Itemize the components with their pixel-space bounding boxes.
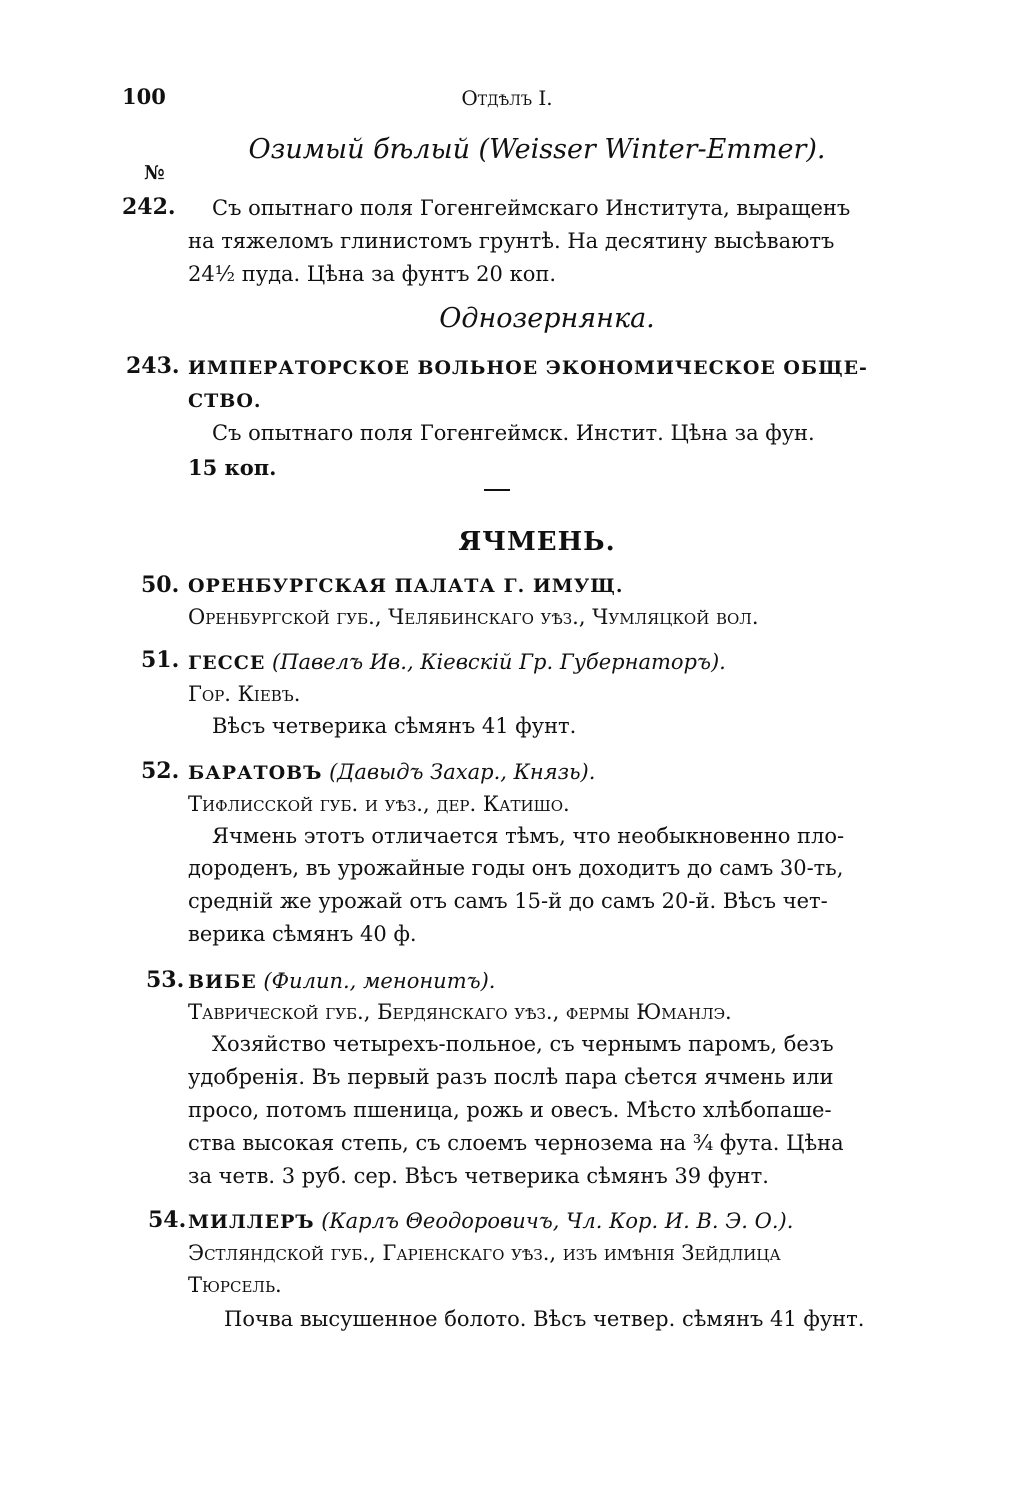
page-number: 100 (122, 84, 166, 109)
running-head: Отдѣлъ I. (461, 86, 553, 110)
entry-text-line: удобренія. Въ первый разъ послѣ пара сѣется ячмень или (188, 1065, 834, 1089)
entry-text-line: средній же урожай отъ самъ 15-й до самъ 20-й. Вѣсъ чет- (188, 889, 828, 913)
entry-number: 50. (141, 572, 180, 598)
entry-text-line: Ячмень этотъ отличается тѣмъ, что необыкновенно пло- (212, 824, 845, 848)
exhibitor-name: ИМПЕРАТОРСКОЕ ВОЛЬНОЕ ЭКОНОМИЧЕСКОЕ ОБЩЕ- (188, 357, 868, 379)
numero-sign: № (144, 162, 165, 184)
entry-text-line: за четв. 3 руб. сер. Вѣсъ четверика сѣмянъ 39 фунт. (188, 1164, 769, 1188)
entry-number: 53. (146, 967, 185, 993)
entry-heading-line (188, 650, 726, 674)
entry-text-line: 15 коп. (188, 455, 277, 480)
exhibitor-name: ГЕССЕ (188, 652, 266, 674)
entry-heading-line (188, 1209, 793, 1233)
section-title: ЯЧМЕНЬ. (458, 527, 616, 557)
entry-text-line: Хозяйство четырехъ-польное, съ чернымъ паромъ, безъ (212, 1032, 834, 1056)
entry-text-line: Тифлисской губ. и уѣз., дер. Катишо. (188, 792, 570, 816)
entry-text-line: Съ опытнаго поля Гогенгеймск. Инстит. Цѣна за фун. (212, 421, 815, 445)
entry-text-line: Гор. Кіевъ. (188, 682, 301, 706)
exhibitor-note: (Павелъ Ив., Кіевскій Гр. Губернаторъ). (272, 650, 726, 674)
entry-text-line: Таврической губ., Бердянскаго уѣз., фермы Юманлэ. (188, 1000, 732, 1024)
exhibitor-note: (Филип., менонитъ). (263, 969, 496, 993)
entry-heading-line (188, 969, 495, 993)
entry-text-line: дороденъ, въ урожайные годы онъ доходитъ до самъ 30-ть, (188, 856, 844, 880)
entry-text-line: Тюрсель. (188, 1273, 282, 1297)
entry-text-line: на тяжеломъ глинистомъ грунтѣ. На десятину высѣваютъ (188, 229, 835, 253)
entry-text-line: верика сѣмянъ 40 ф. (188, 922, 417, 946)
exhibitor-name: ОРЕНБУРГСКАЯ ПАЛАТА Г. ИМУЩ. (188, 575, 624, 597)
exhibitor-name: МИЛЛЕРЪ (188, 1211, 315, 1233)
exhibitor-name: БАРАТОВЪ (188, 762, 323, 784)
entry-number: 242. (122, 194, 176, 220)
variety-heading-winter-emmer: Озимый бѣлый (Weisser Winter-Emmer). (248, 134, 826, 165)
exhibitor-note: (Давыдъ Захар., Князь). (329, 760, 596, 784)
variety-heading-einkorn: Однозернянка. (439, 303, 655, 334)
entry-number: 52. (141, 758, 180, 784)
entry-text-line: Оренбургской губ., Челябинскаго уѣз., Чумляцкой вол. (188, 605, 759, 629)
entry-number: 54. (148, 1207, 187, 1233)
entry-text-line: Съ опытнаго поля Гогенгеймскаго Института, выращенъ (212, 196, 851, 220)
entry-text-line: ства высокая степь, съ слоемъ чернозема на ¾ фута. Цѣна (188, 1131, 844, 1155)
entry-text-line: Вѣсъ четверика сѣмянъ 41 фунт. (212, 714, 577, 738)
entry-text-line: Почва высушенное болото. Вѣсъ четвер. сѣмянъ 41 фунт. (224, 1307, 865, 1331)
entry-number: 243. (126, 353, 180, 379)
entry-text-line: просо, потомъ пшеница, рожь и овесъ. Мѣсто хлѣбопаше- (188, 1098, 832, 1122)
entry-text-line: 24½ пуда. Цѣна за фунтъ 20 коп. (188, 262, 557, 286)
exhibitor-note: (Карлъ Θеодоровичъ, Чл. Кор. И. В. Э. О.). (321, 1209, 794, 1233)
entry-heading-line (188, 760, 595, 784)
section-divider (484, 489, 510, 491)
exhibitor-name: СТВО. (188, 390, 262, 412)
entry-number: 51. (141, 647, 180, 673)
exhibitor-name: ВИБЕ (188, 971, 257, 993)
entry-text-line: Эстляндской губ., Гаріенскаго уѣз., изъ имѣнія Зейдлица (188, 1241, 781, 1265)
